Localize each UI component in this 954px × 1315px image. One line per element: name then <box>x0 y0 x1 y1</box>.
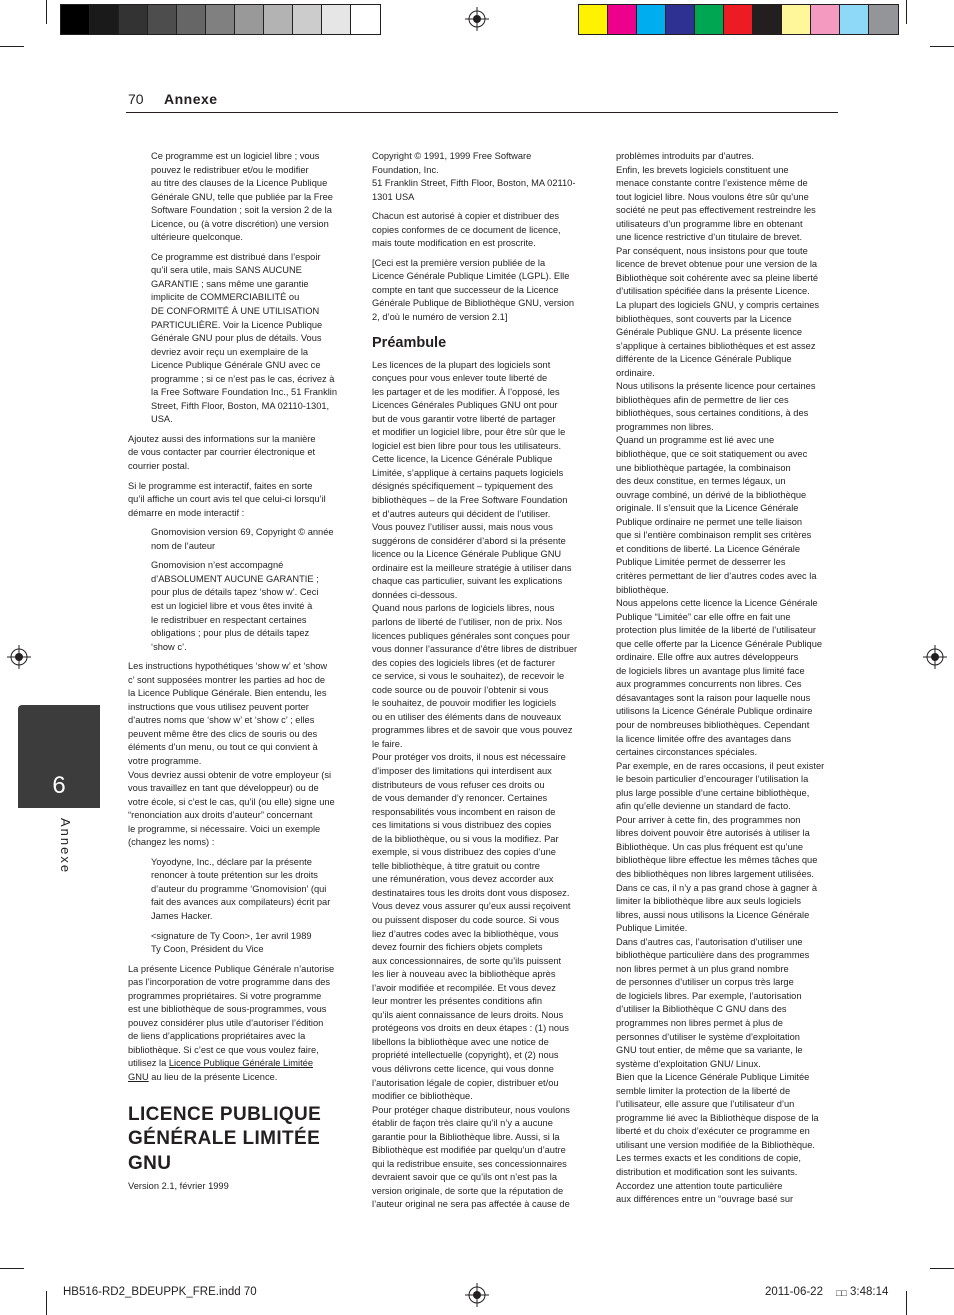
crop-mark <box>0 46 24 47</box>
page-number: 70 <box>128 91 144 107</box>
color-swatch <box>177 5 206 34</box>
paragraph: Chacun est autorisé à copier et distribuer des copies conformes de ce document de licence, mais toute modification en est proscrite. <box>372 211 561 249</box>
footer-clock-icon: □□ <box>836 1288 847 1298</box>
color-swatch <box>608 5 637 34</box>
header-rule <box>126 112 838 113</box>
paragraph: [Ceci est la première version publiée de la Licence Générale Publique Limitée (LGPL). Elle compte en tant que successeur de la Licence Générale Publique de Bibliothèque GNU, version 2, d’où le numéro de version 2.1] <box>372 257 575 323</box>
preamble-heading: Préambule <box>372 334 447 351</box>
section-title: Annexe <box>164 91 218 107</box>
paragraph: Ajoutez aussi des informations sur la manière de vous contacter par courrier électronique et courrier postal. <box>128 433 316 472</box>
process-color-bar <box>578 4 899 35</box>
paragraph: Les licences de la plupart des logiciels sont conçues pour vous enlever toute liberté de les partager et de les modifier. À l’opposé, les Licences Générales Publiques GNU ont pour but de vous garantir votre liberté de partager et modifier un logiciel libre, pour être sûr que le logiciel est bien libre pour tous les utilisateurs. Cette licence, la Licence Générale Publique Limitée, s’applique à certains paquets logiciels désignés spécifiquement – typiquement des bibliothèques – de la Free Software Foundation et d’autres auteurs qui décident de l’utiliser. Vous pouvez l’utiliser aussi, mais nous vous suggérons de considérer d’abord si la présente licence ou la Licence Générale Publique GNU ordinaire est la meilleure stratégie à utiliser dans chaque cas particulier, suivant les explications données ci-dessous. Quand nous parlons de logiciels libres, nous parlons de liberté de l’utiliser, non de prix. Nos licences publiques générales sont conçues pour vous donner l’assurance d’être libres de distribuer des copies des logiciels libres (et de facturer ce service, si vous le souhaitez), de recevoir le code source ou de pouvoir l’obtenir si vous le souhaitez, de pouvoir modifier les logiciels ou en utiliser des éléments dans de nouveaux programmes libres et de savoir que vous pouvez le faire. Pour protéger vos droits, il nous est nécessaire d’imposer des limitations qui interdisent aux distributeurs de vous refuser ces droits ou de vous demander d’y renoncer. Certaines responsabilités vous incombent en raison de ces limitations si vous distribuez des copies de la bibliothèque, ou si vous la modifiez. Par exemple, si vous distribuez des copies d’une telle bibliothèque, à titre gratuit ou contre une rémunération, vous devez accorder aux destinataires tous les droits dont vous disposez. Vous devez vous assurer qu’eux aussi reçoivent ou puissent disposer du code source. Si vous liez d’autres codes avec la bibliothèque, vous devez fournir des fichiers objets complets aux concessionnaires, de sorte qu’ils puissent les lier à nouveau avec la bibliothèque après l’avoir modifiée et recompilée. Et vous devez leur montrer les présentes conditions afin qu’ils aient connaissance de leurs droits. Nous protégeons vos droits en deux étapes : (1) nous libellons la bibliothèque avec une notice de propriété intellectuelle (copyright), et (2) nous vous délivrons cette licence, qui vous donne l’autorisation légale de copier, distribuer et/ou modifier ce bibliothèque. Pour protéger chaque distributeur, nous voulons établir de façon très claire qu’il n’y a aucune garantie pour la Bibliothèque libre. Aussi, si la Bibliothèque est modifiée par quelqu’un d’autre qui la redistribue ensuite, ses concessionnaires devraient savoir que ce qu’ils ont n’est pas la version originale, de sorte que la réputation de l’auteur original ne sera pas affectée à cause de <box>372 359 578 1210</box>
paragraph: Gnomovision version 69, Copyright © année nom de l’auteur <box>151 527 334 551</box>
color-swatch <box>90 5 119 34</box>
paragraph <box>128 963 354 1085</box>
paragraph: problèmes introduits par d’autres. Enfin, les brevets logiciels constituent une menace constante contre l’existence même de tout logiciel libre. Nous voulons être sûr qu’une société ne peut pas effectivement restreindre les utilisateurs d’un programme libre en obtenant une licence restrictive d’un titulaire de brevet. Par conséquent, nous insistons pour que toute licence de brevet obtenue pour une version de la Bibliothèque soit cohérente avec sa pleine liberté d’utilisation spécifiée dans la présente Licence. La plupart des logiciels GNU, y compris certaines bibliothèques, sont couverts par la Licence Générale Publique GNU. La présente licence s’applique à certaines bibliothèques et est assez différente de la Licence Générale Publique ordinaire. Nous utilisons la présente licence pour certaines bibliothèques afin de permettre de lier ces bibliothèques, sous certaines conditions, à des programmes non libres. Quand un programme est lié avec une bibliothèque, que ce soit statiquement ou avec une bibliothèque partagée, la combinaison des deux constitue, en termes légaux, un ouvrage combiné, un dérivé de la bibliothèque originale. Il s’ensuit que la Licence Générale Publique ordinaire ne permet une telle liaison que si l’entière combinaison remplit ses critères et conditions de liberté. La Licence Générale Publique Limitée permet de desserrer les critères permettant de lier d’autres codes avec la bibliothèque. Nous appelons cette licence la Licence Générale Publique “Limitée” car elle offre en fait une protection plus limitée de la liberté de l’utilisateur que celle offerte par la Licence Générale Publique ordinaire. Elle offre aux autres développeurs de logiciels libres un avantage plus limité face aux programmes concurrents non libres. Ces désavantages sont la raison pour laquelle nous utilisons la Licence Générale Publique ordinaire pour de nombreuses bibliothèques. Cependant la licence limitée offre des avantages dans certaines circonstances spéciales. Par exemple, en de rares occasions, il peut exister le besoin particulier d’encourager l’utilisation la plus large possible d’une certaine bibliothèque, afin qu’elle devienne un standard de facto. Pour arriver à cette fin, des programmes non libres doivent pouvoir être autorisés à utiliser la Bibliothèque. Un cas plus fréquent est qu’une bibliothèque libre effectue les mêmes tâches que des bibliothèques non libres largement utilisées. Dans ce cas, il n’y a pas grand chose à gagner à limiter la bibliothèque libre aux seuls logiciels libres, aussi nous utilisons la Licence Générale Publique Limitée. Dans d’autres cas, l’autorisation d’utiliser une bibliothèque particulière dans des programmes non libres permet à un plus grand nombre de personnes d’utiliser un corpus très large de logiciels libres. Par exemple, l’autorisation d’utiliser la Bibliothèque C GNU dans des programmes non libres permet à plus de personnes d’utiliser le système d’exploitation GNU tout entier, de même que sa variante, le système d’exploitation GNU/ Linux. Bien que la Licence Générale Publique Limitée semble limiter la protection de la liberté de l’utilisateur, elle assure que l’utilisateur d’un programme lié avec la Bibliothèque dispose de la liberté et du choix d’exécuter ce programme en utilisant une version modifiée de la Bibliothèque. Les termes exacts et les conditions de copie, distribution et modification sont les suivants. Accordez une attention toute particulière aux différences entre un “ouvrage basé sur <box>616 151 825 1205</box>
column-1 <box>128 150 354 1194</box>
registration-mark-icon <box>7 645 31 669</box>
color-swatch <box>637 5 666 34</box>
crop-mark <box>0 1268 24 1269</box>
color-swatch <box>61 5 90 34</box>
chapter-number: 6 <box>52 772 66 799</box>
color-swatch <box>119 5 148 34</box>
footer-filename: HB516-RD2_BDEUPPK_FRE.indd 70 <box>63 1286 257 1298</box>
paragraph: Copyright © 1991, 1999 Free Software Foundation, Inc. 51 Franklin Street, Fifth Floor, Boston, MA 02110- 1301 USA <box>372 151 576 202</box>
color-swatch <box>695 5 724 34</box>
column-3 <box>616 150 846 1207</box>
color-swatch <box>351 5 380 34</box>
crop-mark <box>930 1268 954 1269</box>
color-swatch <box>811 5 840 34</box>
color-swatch <box>206 5 235 34</box>
color-swatch <box>235 5 264 34</box>
color-swatch <box>666 5 695 34</box>
color-swatch <box>322 5 351 34</box>
color-swatch <box>869 5 898 34</box>
color-swatch <box>840 5 869 34</box>
license-title: LICENCE PUBLIQUE GÉNÉRALE LIMITÉE GNU <box>128 1103 322 1174</box>
color-swatch <box>753 5 782 34</box>
grayscale-color-bar <box>60 4 381 35</box>
color-swatch <box>724 5 753 34</box>
paragraph: Gnomovision n’est accompagné d’ABSOLUMENT AUCUNE GARANTIE ; pour plus de détails tapez ‘show w’. Ceci est un logiciel libre et vous êtes invité à le redistribuer en respectant certaines obligations ; pour plus de détails tapez ‘show c’. <box>151 560 319 652</box>
color-swatch <box>264 5 293 34</box>
lgpl-link[interactable]: Licence Publique Générale Limitée GNU <box>128 1058 314 1082</box>
color-swatch <box>782 5 811 34</box>
footer-date: 2011-06-22 <box>765 1286 823 1298</box>
column-2 <box>372 150 600 1212</box>
footer-time: 3:48:14 <box>850 1286 889 1298</box>
crop-mark <box>906 1291 907 1315</box>
registration-mark-icon <box>923 645 947 669</box>
paragraph: Ce programme est distribué dans l’espoir qu’il sera utile, mais SANS AUCUNE GARANTIE ; sans même une garantie implicite de COMMERCIABILITÉ ou DE CONFORMITÉ À UNE UTILISATION PARTICULIÈRE. Voir la Licence Publique Générale GNU pour plus de détails. Vous devriez avoir reçu un exemplaire de la Licence Publique Générale GNU avec ce programme ; si ce n’est pas le cas, écrivez à la Free Software Foundation Inc., 51 Franklin Street, Fifth Floor, Boston, MA 02110-1301, USA. <box>151 251 338 425</box>
color-swatch <box>579 5 608 34</box>
crop-mark <box>46 0 47 24</box>
paragraph-text: au lieu de la présente Licence. <box>148 1072 278 1082</box>
crop-mark <box>46 1291 47 1315</box>
paragraph-text: La présente Licence Publique Générale n’autorise pas l’incorporation de votre programme dans des programmes propriétaires. Si votre programme est une bibliothèque de sous-programmes, vous pouvez considérer plus utile d’autoriser l’édition de liens d’applications propriétaires avec la bibliothèque. Si c’est ce que vous voulez faire, utilisez la <box>128 963 335 1069</box>
paragraph: Les instructions hypothétiques ‘show w’ et ‘show c’ sont supposées montrer les parties ad hoc de la Licence Publique Générale. Bien entendu, les instructions que vous utilisez peuvent porter d’autres noms que ‘show w’ et ‘show c’ ; elles peuvent même être des clics de souris ou des éléments d’un menu, ou tout ce qui convient à votre programme. Vous devriez aussi obtenir de votre employeur (si vous travaillez en tant que développeur) ou de votre école, si c’est le cas, qu’il (ou elle) signe une “renonciation aux droits d’auteur” concernant le programme, si nécessaire. Voici un exemple (changez les noms) : <box>128 661 335 848</box>
paragraph: <signature de Ty Coon>, 1er avril 1989 Ty Coon, Président du Vice <box>151 930 312 955</box>
crop-mark <box>906 0 907 24</box>
paragraph: Ce programme est un logiciel libre ; vous pouvez le redistribuer et/ou le modifier au titre des clauses de la Licence Publique Générale GNU, telle que publiée par la Free Software Foundation ; soit la version 2 de la Licence, ou (à votre discrétion) une version ultérieure quelconque. <box>151 151 333 243</box>
color-swatch <box>293 5 322 34</box>
paragraph: Si le programme est interactif, faites en sorte qu’il affiche un court avis tel que celui-ci lorsqu’il démarre en mode interactif : <box>128 480 326 518</box>
crop-mark <box>930 46 954 47</box>
color-swatch <box>148 5 177 34</box>
license-version: Version 2.1, février 1999 <box>128 1181 229 1192</box>
paragraph: Yoyodyne, Inc., déclare par la présente renoncer à toute prétention sur les droits d’auteur du programme ‘Gnomovision’ (qui fait des avances aux compilateurs) écrit par James Hacker. <box>151 856 331 921</box>
chapter-label: Annexe <box>58 818 73 875</box>
registration-mark-icon <box>465 7 489 31</box>
registration-mark-icon <box>465 1283 489 1307</box>
